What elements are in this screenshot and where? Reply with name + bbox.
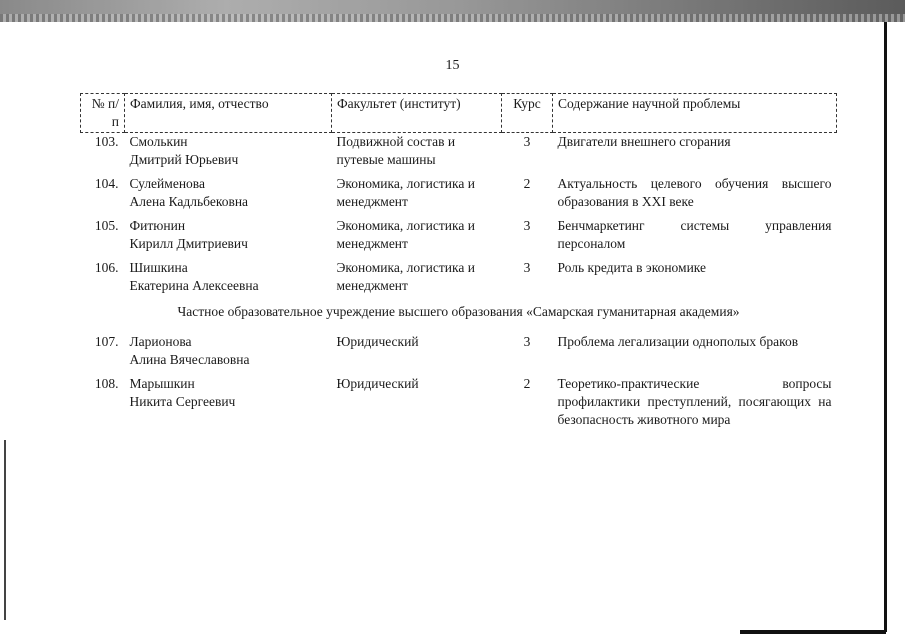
faculty: Юридический [336, 334, 419, 349]
page-number: 15 [445, 58, 460, 73]
row-number: 105. [94, 218, 119, 233]
faculty: Юридический [336, 376, 419, 391]
row-number: 107. [94, 334, 119, 349]
student-surname: Фитюнин [129, 218, 186, 233]
student-given-name: Алина Вячеславовна [129, 352, 250, 367]
research-problem: Двигатели внешнего сгорания [557, 134, 731, 149]
faculty: Экономика, логистика и менеджмент [336, 176, 475, 209]
scan-edge-top [0, 0, 905, 22]
student-surname: Марышкин [129, 376, 195, 391]
course: 2 [523, 176, 531, 191]
table-header-row [81, 94, 837, 133]
faculty: Подвижной состав и путевые машины [336, 134, 456, 167]
research-problem: Проблема легализации однополых браков [557, 334, 799, 349]
row-number: 106. [94, 260, 119, 275]
faculty: Экономика, логистика и менеджмент [336, 218, 475, 251]
student-name [125, 217, 332, 259]
table-row [81, 333, 837, 375]
student-surname: Шишкина [129, 260, 188, 275]
student-name [125, 133, 332, 176]
student-name [125, 259, 332, 301]
header-name: Фамилия, имя, отчество [125, 94, 332, 133]
table-row [81, 133, 837, 176]
course: 2 [523, 376, 531, 391]
student-given-name: Дмитрий Юрьевич [129, 152, 239, 167]
scan-edge-left [4, 440, 6, 620]
student-name [125, 375, 332, 435]
table-row [81, 259, 837, 301]
institution-section-row [81, 301, 837, 333]
research-problem: Актуальность целевого обучения высшего образования в XXI веке [557, 176, 832, 209]
student-name [125, 333, 332, 375]
faculty: Экономика, логистика и менеджмент [336, 260, 475, 293]
course: 3 [523, 134, 531, 149]
student-given-name: Никита Сергеевич [129, 394, 236, 409]
student-given-name: Алена Кадльбековна [129, 194, 249, 209]
course: 3 [523, 218, 531, 233]
student-surname: Смолькин [129, 134, 188, 149]
scan-edge-right [884, 22, 887, 632]
header-num: № п/п [81, 94, 125, 133]
header-faculty: Факультет (институт) [332, 94, 502, 133]
table-row [81, 217, 837, 259]
header-problem: Содержание научной проблемы [553, 94, 837, 133]
row-number: 103. [94, 134, 119, 149]
scan-edge-bottom [740, 630, 886, 634]
research-problem: Теоретико-практические вопросы профилактики преступлений, посягающих на безопасность животного мира [557, 376, 832, 427]
institution-section-title: Частное образовательное учреждение высшего образования «Самарская гуманитарная академия» [177, 304, 740, 319]
research-problem: Бенчмаркетинг системы управления персоналом [557, 218, 832, 251]
student-surname: Сулейменова [129, 176, 205, 191]
student-given-name: Кирилл Дмитриевич [129, 236, 248, 251]
row-number: 108. [94, 376, 119, 391]
table-row [81, 175, 837, 217]
course: 3 [523, 334, 531, 349]
student-surname: Ларионова [129, 334, 192, 349]
header-course: Курс [502, 94, 553, 133]
research-problem: Роль кредита в экономике [557, 260, 707, 275]
table-row [81, 375, 837, 435]
student-given-name: Екатерина Алексеевна [129, 278, 259, 293]
research-topics-table [80, 93, 837, 435]
course: 3 [523, 260, 531, 275]
row-number: 104. [94, 176, 119, 191]
student-name [125, 175, 332, 217]
